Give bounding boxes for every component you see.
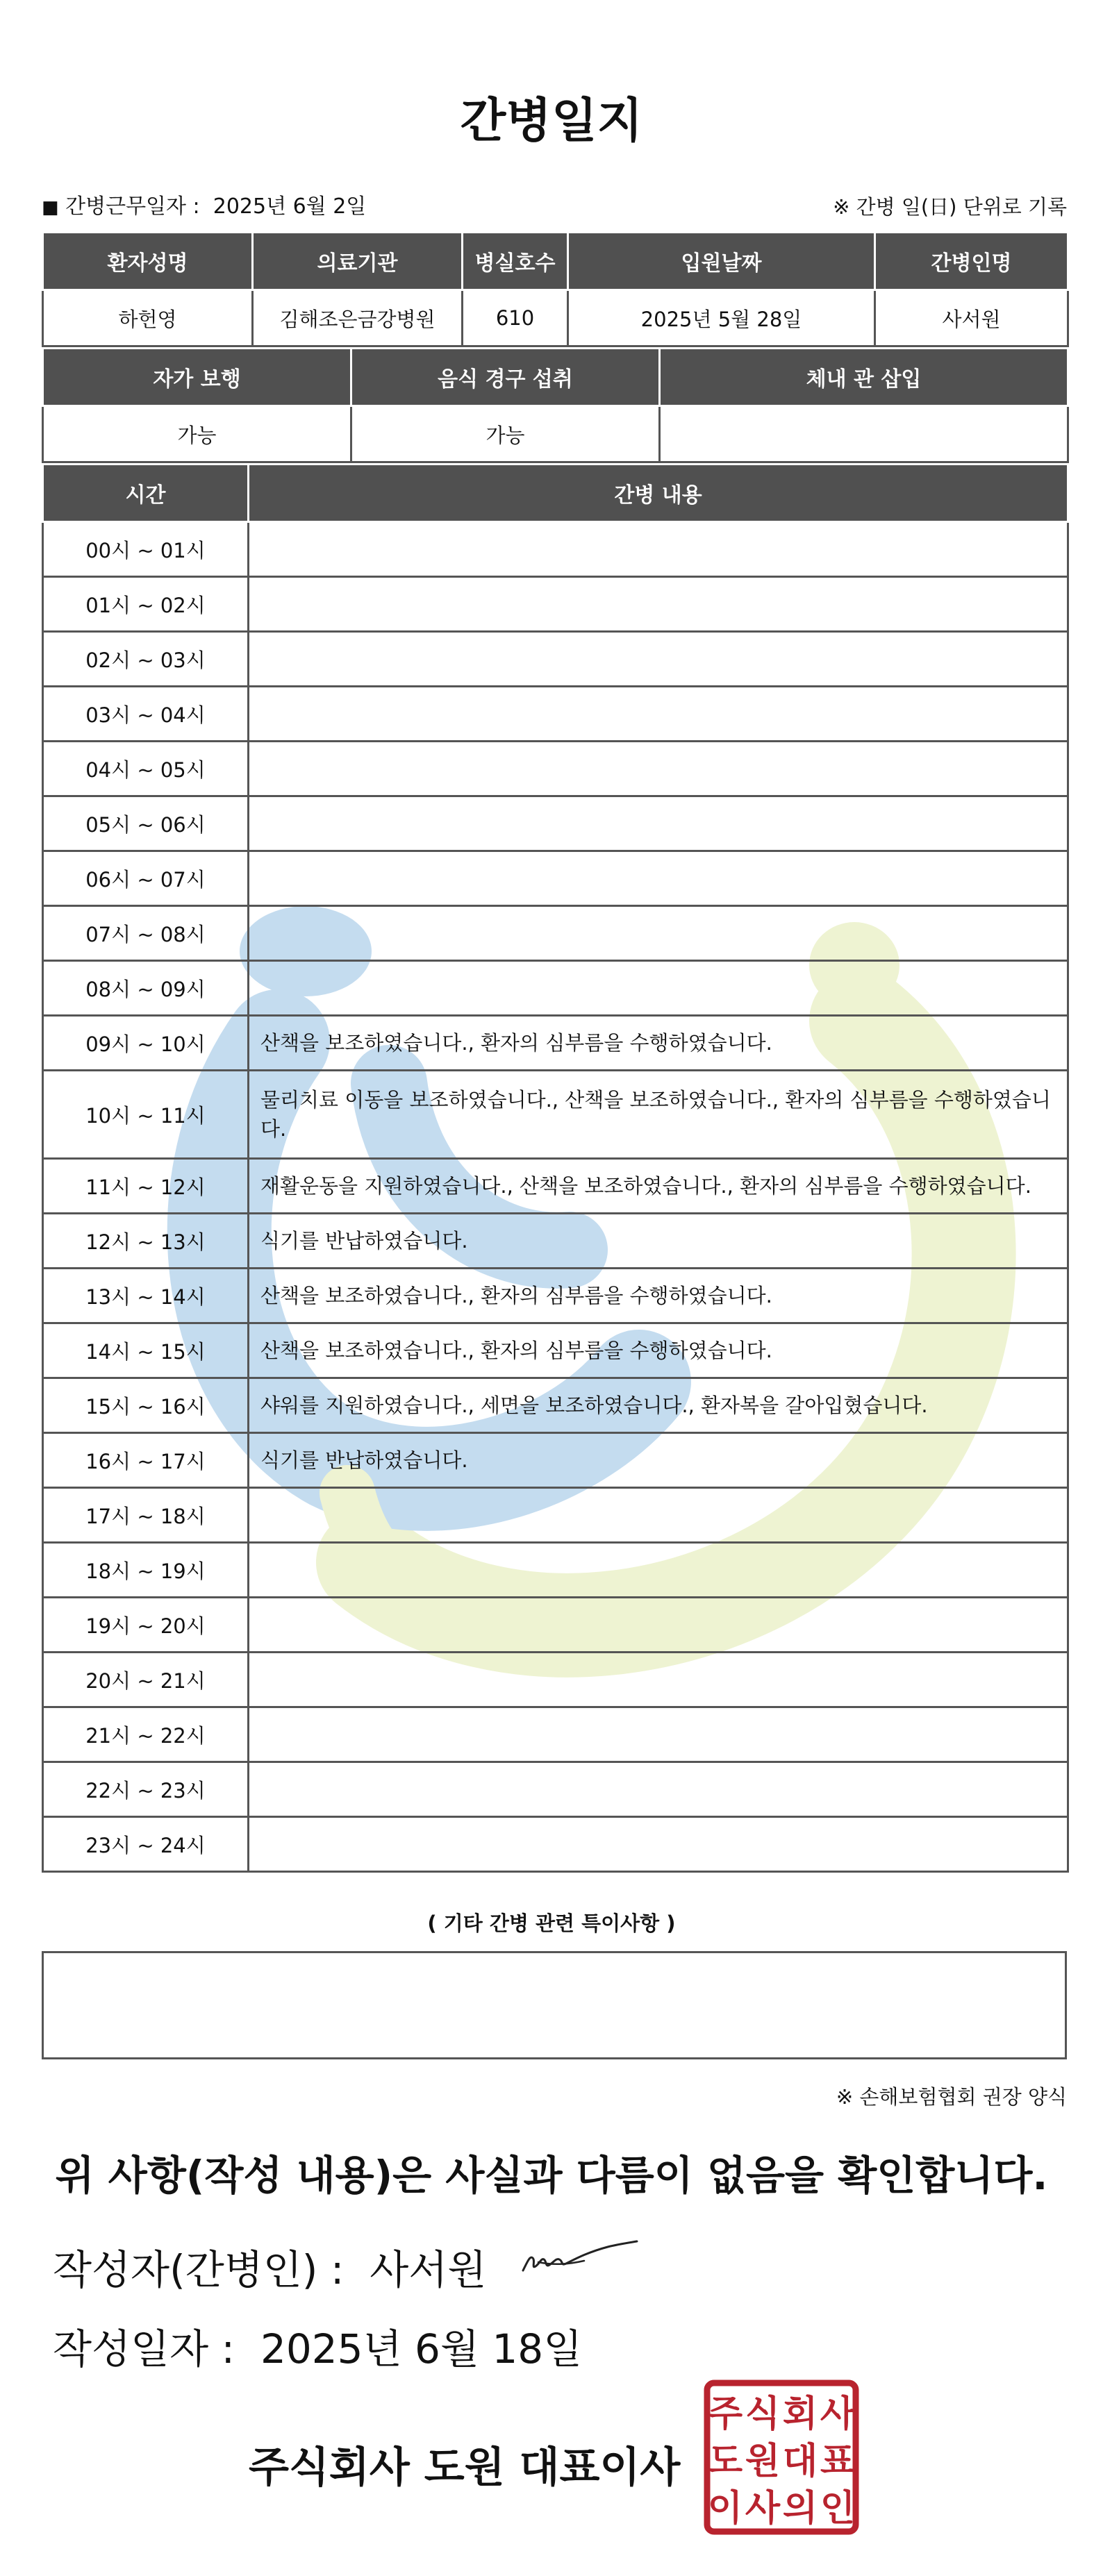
care-log-content: 물리치료 이동을 보조하였습니다., 산책을 보조하였습니다., 환자의 심부름을 수행하였습니다. [249,1071,1068,1159]
header-patient-name: 환자성명 [43,233,253,290]
care-log-content [249,577,1068,632]
care-log-content: 재활운동을 지원하였습니다., 산책을 보조하였습니다., 환자의 심부름을 수행하였습니다. [249,1159,1068,1214]
care-log-content: 샤워를 지원하였습니다., 세면을 보조하였습니다., 환자복을 갈아입혔습니다. [249,1378,1068,1433]
care-log-time: 07시 ~ 08시 [43,906,249,961]
care-log-row [43,632,1068,687]
remarks-title: ( 기타 간병 관련 특이사항 ) [427,1912,676,1935]
care-log-row [43,1323,1068,1378]
care-log-content: 식기를 반납하였습니다. [249,1214,1068,1269]
care-log-row [43,1817,1068,1872]
care-log-time: 05시 ~ 06시 [43,796,249,851]
care-log-row [43,1269,1068,1323]
value-oral-intake: 가능 [351,406,660,462]
seal-glyph: 사 [745,2488,781,2529]
care-log-time: 18시 ~ 19시 [43,1543,249,1598]
seal-glyph: 사 [820,2393,856,2435]
care-log-row [43,1543,1068,1598]
header-care-content: 간병 내용 [249,465,1068,522]
care-log-content [249,632,1068,687]
seal-glyph: 식 [745,2393,781,2435]
header-admission-date: 입원날짜 [568,233,875,290]
care-log-content [249,851,1068,906]
value-patient-name: 하헌영 [43,290,253,346]
writer-line [53,2237,486,2295]
care-log-row [43,577,1068,632]
date-value: 2025년 6월 18일 [260,2325,583,2373]
value-hospital: 김해조은금강병원 [253,290,463,346]
care-log-time: 11시 ~ 12시 [43,1159,249,1214]
header-oral-intake: 음식 경구 섭취 [351,349,660,406]
seal-glyph: 표 [820,2441,856,2482]
care-log-content [249,522,1068,577]
care-log-time: 16시 ~ 17시 [43,1433,249,1488]
work-date-line [42,189,366,219]
header-time: 시간 [43,465,249,522]
company-seal [703,2379,860,2536]
value-room-number: 610 [463,290,568,346]
patient-ability-table [42,347,1069,463]
care-log-time: 22시 ~ 23시 [43,1762,249,1817]
care-log-content [249,1707,1068,1762]
care-log-header-row [43,465,1068,522]
care-log-row [43,522,1068,577]
care-log-content [249,742,1068,796]
patient-info-header-row [43,233,1068,290]
care-log-time: 23시 ~ 24시 [43,1817,249,1872]
value-tube-insertion [660,406,1068,462]
care-log-row [43,796,1068,851]
date-label: 작성일자 : [53,2325,235,2373]
ability-value-row [43,406,1068,462]
signature-image [517,2234,642,2283]
patient-info-value-row [43,290,1068,346]
company-representative: 주식회사 도원 대표이사 [249,2443,681,2492]
seal-glyph: 인 [820,2488,856,2529]
care-log-time: 10시 ~ 11시 [43,1071,249,1159]
care-log-content: 식기를 반납하였습니다. [249,1433,1068,1488]
writer-label: 작성자(간병인) : [53,2246,345,2293]
header-tube-insertion: 체내 관 삽입 [660,349,1068,406]
header-hospital: 의료기관 [253,233,463,290]
date-line [53,2316,582,2375]
care-log-rows [43,522,1068,1872]
care-log-row [43,1707,1068,1762]
seal-glyph: 대 [782,2441,818,2482]
care-log-time: 14시 ~ 15시 [43,1323,249,1378]
care-log-row [43,1598,1068,1653]
care-log-row [43,1214,1068,1269]
care-log-content [249,961,1068,1016]
seal-glyph: 회 [782,2393,818,2435]
care-log-content [249,1488,1068,1543]
care-log-row [43,1488,1068,1543]
unit-note: ※ 간병 일(日) 단위로 기록 [833,195,1067,219]
value-self-walking: 가능 [43,406,351,462]
writer-name: 사서원 [370,2246,487,2293]
care-log-row [43,1016,1068,1071]
care-log-row [43,1433,1068,1488]
care-log-row [43,851,1068,906]
document-title: 간병일지 [460,94,643,149]
ability-header-row [43,349,1068,406]
value-caregiver-name: 사서원 [875,290,1068,346]
care-log-content: 산책을 보조하였습니다., 환자의 심부름을 수행하였습니다. [249,1323,1068,1378]
remarks-box [42,1951,1067,2059]
care-log-content [249,906,1068,961]
care-log-time: 15시 ~ 16시 [43,1378,249,1433]
recommend-note: ※ 손해보험협회 권장 양식 [836,2085,1067,2109]
care-log-content [249,1817,1068,1872]
care-log-time: 02시 ~ 03시 [43,632,249,687]
work-date-value: 2025년 6월 2일 [213,194,367,219]
care-log-content [249,796,1068,851]
value-admission-date: 2025년 5월 28일 [568,290,875,346]
care-log-time: 13시 ~ 14시 [43,1269,249,1323]
confirmation-statement: 위 사항(작성 내용)은 사실과 다름이 없음을 확인합니다. [55,2152,1048,2199]
care-log-row [43,1159,1068,1214]
seal-glyph: 도 [707,2441,743,2482]
care-log-row [43,906,1068,961]
care-log-time: 09시 ~ 10시 [43,1016,249,1071]
care-log-table [42,463,1069,1873]
care-log-content: 산책을 보조하였습니다., 환자의 심부름을 수행하였습니다. [249,1269,1068,1323]
care-log-time: 00시 ~ 01시 [43,522,249,577]
care-log-row [43,1378,1068,1433]
care-log-content [249,1762,1068,1817]
care-log-content [249,687,1068,742]
care-log-content: 산책을 보조하였습니다., 환자의 심부름을 수행하였습니다. [249,1016,1068,1071]
care-log-time: 12시 ~ 13시 [43,1214,249,1269]
care-log-time: 21시 ~ 22시 [43,1707,249,1762]
square-bullet-icon: ■ [42,197,59,218]
header-room-number: 병실호수 [463,233,568,290]
care-log-time: 20시 ~ 21시 [43,1653,249,1707]
seal-glyph: 이 [707,2488,743,2529]
care-log-row [43,1071,1068,1159]
header-caregiver-name: 간병인명 [875,233,1068,290]
care-log-content [249,1653,1068,1707]
care-log-row [43,1762,1068,1817]
care-log-row [43,742,1068,796]
care-log-time: 06시 ~ 07시 [43,851,249,906]
seal-glyph: 주 [707,2393,743,2435]
care-log-content [249,1598,1068,1653]
seal-glyph: 의 [782,2488,818,2529]
care-log-time: 01시 ~ 02시 [43,577,249,632]
care-log-time: 19시 ~ 20시 [43,1598,249,1653]
care-log-content [249,1543,1068,1598]
care-log-time: 03시 ~ 04시 [43,687,249,742]
seal-glyph: 원 [745,2441,781,2482]
care-log-time: 04시 ~ 05시 [43,742,249,796]
header-self-walking: 자가 보행 [43,349,351,406]
care-log-time: 17시 ~ 18시 [43,1488,249,1543]
care-log-time: 08시 ~ 09시 [43,961,249,1016]
patient-info-table [42,231,1069,347]
care-log-row [43,1653,1068,1707]
work-date-label: 간병근무일자 : [65,194,200,219]
care-log-row [43,961,1068,1016]
care-log-row [43,687,1068,742]
